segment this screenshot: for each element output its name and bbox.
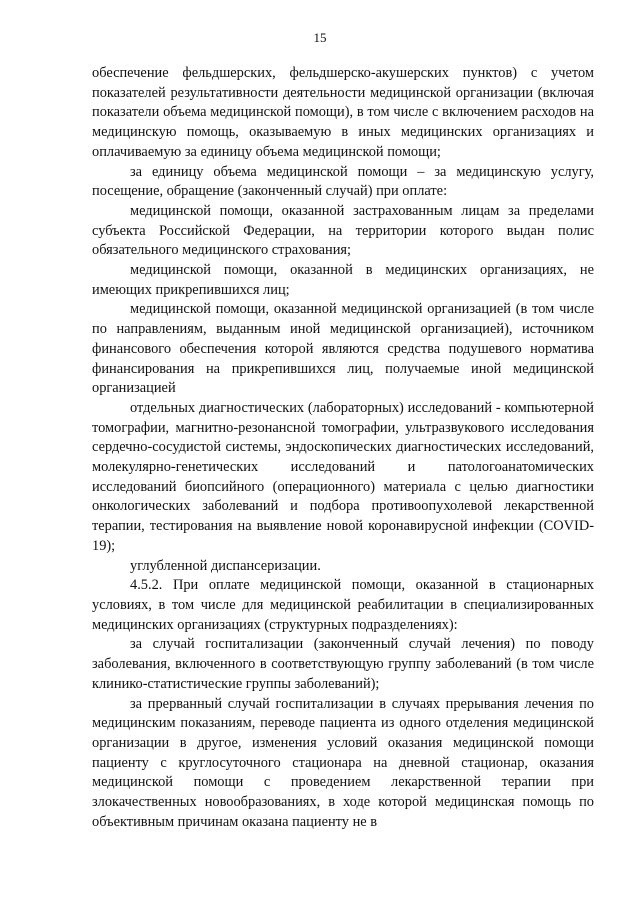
paragraph-7: углубленной диспансеризации. bbox=[130, 557, 321, 574]
paragraph-4: медицинской помощи, оказанной в медицинских организациях, не имеющих прикрепившихся лиц; bbox=[92, 262, 594, 298]
paragraph-2: за единицу объема медицинской помощи – за медицинскую услугу, посещение, обращение (законченный случай) при оплате: bbox=[92, 163, 594, 200]
paragraph-10: за прерванный случай госпитализации в случаях прерывания лечения по медицинским показаниям, переводе пациента из одного отделения медицинской организации в другое, изменения условий оказания медицинской помощи пациенту с круглосуточного стационара на дневной стационар, оказания медицинской помощи с проведением лекарственной терапии при злокачественных новообразованиях, в ходе которой медицинская помощь по объективным причинам оказана пациенту не в bbox=[92, 695, 594, 830]
paragraph-8: 4.5.2. При оплате медицинской помощи, оказанной в стационарных условиях, в том числе для медицинской реабилитации в специализированных медицинских организациях (структурных подразделениях): bbox=[92, 577, 594, 633]
page-number: 15 bbox=[313, 30, 327, 45]
paragraph-9: за случай госпитализации (законченный случай лечения) по поводу заболевания, включенного в соответствующую группу заболеваний (в том числе клинико-статистические группы заболеваний); bbox=[92, 636, 594, 692]
paragraph-3: медицинской помощи, оказанной застрахованным лицам за пределами субъекта Российской Федерации, на территории которого выдан полис обязательного медицинского страхования; bbox=[92, 202, 594, 259]
document-body bbox=[92, 64, 594, 832]
paragraph-6: отдельных диагностических (лабораторных) исследований - компьютерной томографии, магнитно-резонансной томографии, ультразвукового исследования сердечно-сосудистой системы, эндоскопических диагностических исследований, молекулярно-генетических исследований и патологоанатомических исследований биопсийного (операционного) материала с целью диагностики онкологических заболеваний и подбора противоопухолевой лекарственной терапии, тестирования на выявление новой коронавирусной инфекции (COVID-19); bbox=[92, 399, 594, 554]
paragraph-1: обеспечение фельдшерских, фельдшерско-акушерских пунктов) с учетом показателей результативности деятельности медицинской организации (включая показатели объема медицинской помощи), в том числе с включением расходов на медицинскую помощь, оказываемую в иных медицинских организациях и оплачиваемую за единицу объема медицинской помощи; bbox=[92, 65, 594, 160]
paragraph-5: медицинской помощи, оказанной медицинской организацией (в том числе по направлениям, выданным иной медицинской организацией), источником финансового обеспечения которой являются средства подушевого норматива финансирования на прикрепившихся лиц, получаемые иной медицинской организацией bbox=[92, 301, 594, 397]
